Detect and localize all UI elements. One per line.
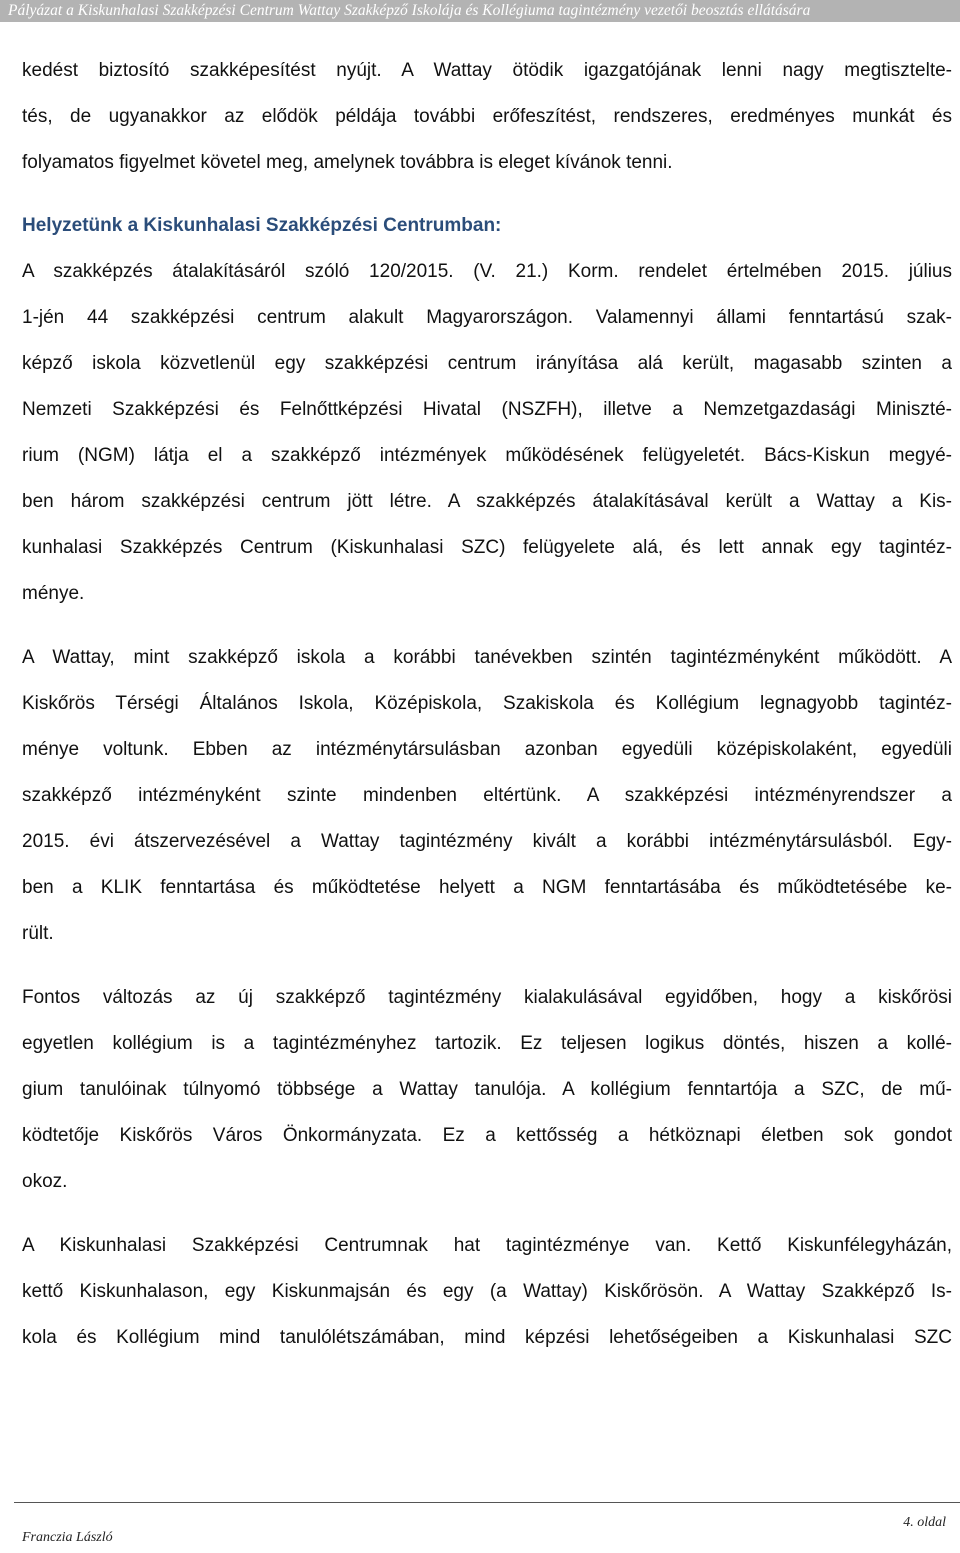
text-line: szakképző intézményként szinte mindenben eltértünk. A szakképzési intézményrendszer a [22,785,952,806]
text-line: Nemzeti Szakképzési és Felnőttképzési Hivatal (NSZFH), illetve a Nemzetgazdasági Miniszté- [22,399,952,420]
running-header-title: Pályázat a Kiskunhalasi Szakképzési Centrum Wattay Szakképző Iskolája és Kollégiuma tagintézmény vezetői beosztás ellátására [8,2,811,19]
text-line: rült. [22,923,54,944]
text-line: gium tanulóinak túlnyomó többsége a Wattay tanulója. A kollégium fenntartója a SZC, de mű- [22,1079,952,1100]
text-line: tés, de ugyanakkor az elődök példája további erőfeszítést, rendszeres, eredményes munkát és [22,106,952,127]
text-line: ben három szakképzési centrum jött létre. A szakképzés átalakításával került a Wattay a Kis- [22,491,952,512]
running-header [0,0,960,22]
text-line: egyetlen kollégium is a tagintézményhez tartozik. Ez teljesen logikus döntés, hiszen a kollé- [22,1033,952,1054]
text-line: A Kiskunhalasi Szakképzési Centrumnak hat tagintézménye van. Kettő Kiskunfélegyházán, [22,1235,952,1256]
text-line: okoz. [22,1171,68,1192]
text-line: rium (NGM) látja el a szakképző intézmények működésének felügyeletét. Bács-Kiskun megyé- [22,445,952,466]
text-line: ménye. [22,583,85,604]
paragraph-intro [22,48,952,186]
section-heading: Helyzetünk a Kiskunhalasi Szakképzési Centrumban: [22,215,502,236]
paragraph-member-institutions [22,1223,952,1361]
paragraph-wattay-history [22,635,952,957]
text-line: 1-jén 44 szakképzési centrum alakult Magyarországon. Valamennyi állami fenntartású szak- [22,307,952,328]
text-line: kedést biztosító szakképesítést nyújt. A Wattay ötödik igazgatójának lenni nagy megtisztelte- [22,60,952,81]
page-number: 4. oldal [903,1515,946,1530]
text-line: Fontos változás az új szakképző tagintézmény kialakulásával egyidőben, hogy a kiskőrösi [22,987,952,1008]
text-line: folyamatos figyelmet követel meg, amelynek továbbra is eleget kívánok tenni. [22,152,673,173]
text-line: ménye voltunk. Ebben az intézménytársulásban azonban egyedüli középiskolaként, egyedüli [22,739,952,760]
text-line: ködtetője Kiskőrös Város Önkormányzata. Ez a kettősség a hétköznapi életben sok gondot [22,1125,952,1146]
text-line: képző iskola közvetlenül egy szakképzési centrum irányítása alá került, magasabb szinten a [22,353,952,374]
text-line: 2015. évi átszervezésével a Wattay tagintézmény kivált a korábbi intézménytársulásból. Egy- [22,831,952,852]
paragraph-szc-formation [22,249,952,617]
text-line: A Wattay, mint szakképző iskola a korábbi tanévekben szintén tagintézményként működött. A [22,647,952,668]
text-line: kettő Kiskunhalason, egy Kiskunmajsán és egy (a Wattay) Kiskőrösön. A Wattay Szakképző Is- [22,1281,952,1302]
paragraph-dormitory [22,975,952,1205]
text-line: kola és Kollégium mind tanulólétszámában, mind képzési lehetőségeiben a Kiskunhalasi SZC [22,1327,952,1348]
text-line: Kiskőrös Térségi Általános Iskola, Középiskola, Szakiskola és Kollégium legnagyobb tagintéz- [22,693,952,714]
document-body [22,48,952,1361]
text-line: A szakképzés átalakításáról szóló 120/2015. (V. 21.) Korm. rendelet értelmében 2015. július [22,261,952,282]
text-line: ben a KLIK fenntartása és működtetése helyett a NGM fenntartásába és működtetésébe ke- [22,877,952,898]
text-line: kunhalasi Szakképzés Centrum (Kiskunhalasi SZC) felügyelete alá, és lett annak egy tagintéz- [22,537,952,558]
footer-divider [14,1502,960,1503]
footer-author: Franczia László [22,1530,113,1545]
